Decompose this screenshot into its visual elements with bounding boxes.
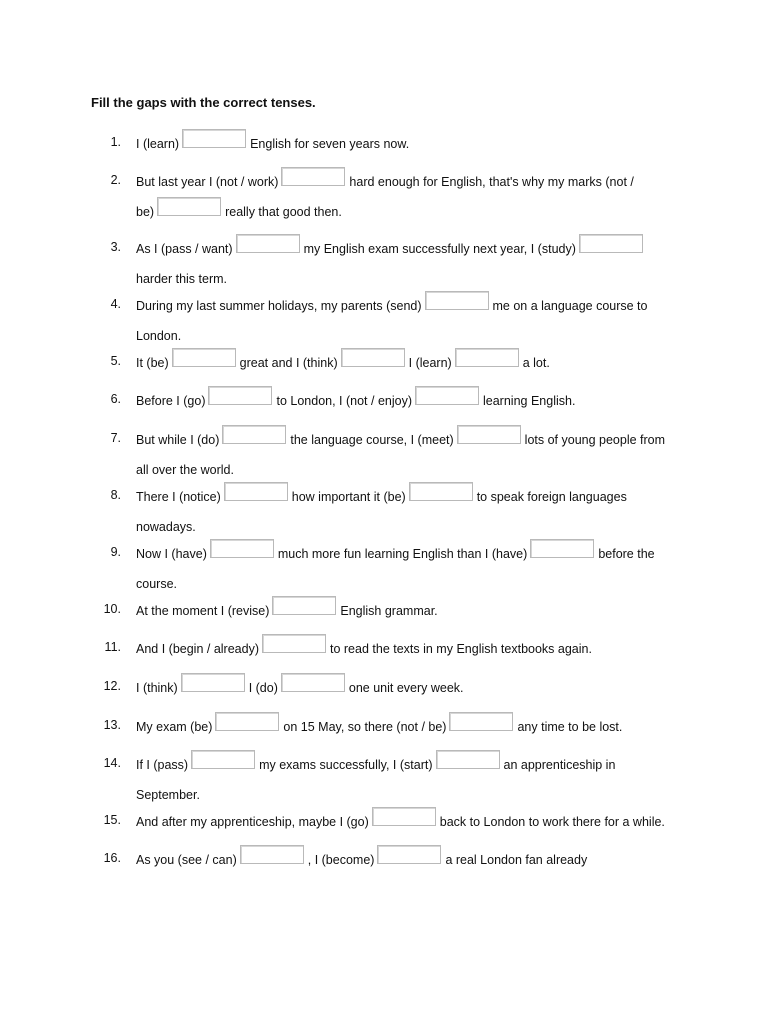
item-content	[136, 431, 696, 479]
item-text: be)	[136, 205, 155, 219]
item-text: all over the world.	[136, 463, 234, 477]
answer-gap-field[interactable]	[172, 348, 236, 367]
item-line	[136, 786, 696, 804]
item-text: hard enough for English, that's why my marks (not /	[349, 175, 634, 189]
item-number: 3.	[110, 240, 121, 254]
item-number: 15.	[103, 813, 121, 827]
answer-gap-field[interactable]	[457, 425, 521, 444]
item-content	[136, 679, 696, 697]
answer-gap-field[interactable]	[157, 197, 221, 216]
item-number: 14.	[103, 756, 121, 770]
item-text: learning English.	[483, 394, 576, 408]
item-number: 11.	[104, 640, 121, 654]
answer-gap-field[interactable]	[341, 348, 405, 367]
item-text: to read the texts in my English textbooks again.	[330, 642, 592, 656]
item-text: lots of young people from	[524, 433, 666, 447]
item-line	[136, 679, 696, 697]
item-line	[136, 602, 696, 620]
item-number: 2.	[110, 173, 121, 187]
item-content	[136, 718, 696, 736]
answer-gap-field[interactable]	[415, 386, 479, 405]
item-text: one unit every week.	[348, 681, 464, 695]
item-text: But last year I (not / work)	[136, 175, 279, 189]
answer-gap-field[interactable]	[377, 845, 441, 864]
item-text: There I (notice)	[136, 490, 221, 504]
item-line	[136, 203, 696, 221]
item-text: It (be)	[136, 356, 169, 370]
item-text: I (do)	[248, 681, 278, 695]
item-content	[136, 640, 696, 658]
answer-gap-field[interactable]	[262, 634, 326, 653]
item-number: 9.	[110, 545, 121, 559]
answer-gap-field[interactable]	[210, 539, 274, 558]
item-text: Before I (go)	[136, 394, 206, 408]
item-number: 1.	[110, 135, 121, 149]
item-text: As I (pass / want)	[136, 242, 233, 256]
item-line	[136, 488, 696, 506]
item-text: And I (begin / already)	[136, 642, 259, 656]
item-text: English for seven years now.	[250, 137, 410, 151]
item-text: me on a language course to	[492, 299, 648, 313]
item-text: As you (see / can)	[136, 853, 237, 867]
item-line	[136, 173, 696, 191]
answer-gap-field[interactable]	[215, 712, 279, 731]
answer-gap-field[interactable]	[208, 386, 272, 405]
item-content	[136, 813, 696, 831]
item-number: 8.	[110, 488, 121, 502]
answer-gap-field[interactable]	[191, 750, 255, 769]
item-text: I (think)	[136, 681, 178, 695]
item-text: Now I (have)	[136, 547, 207, 561]
item-text: great and I (think)	[239, 356, 338, 370]
answer-gap-field[interactable]	[240, 845, 304, 864]
item-text: London.	[136, 329, 182, 343]
item-line	[136, 575, 696, 593]
item-line	[136, 851, 696, 869]
item-text: At the moment I (revise)	[136, 604, 270, 618]
answer-gap-field[interactable]	[530, 539, 594, 558]
item-text: how important it (be)	[291, 490, 406, 504]
item-text: course.	[136, 577, 177, 591]
item-content	[136, 240, 696, 288]
item-content	[136, 602, 696, 620]
item-text: any time to be lost.	[517, 720, 623, 734]
answer-gap-field[interactable]	[409, 482, 473, 501]
item-line	[136, 240, 696, 258]
item-line	[136, 327, 696, 345]
item-text: on 15 May, so there (not / be)	[283, 720, 447, 734]
answer-gap-field[interactable]	[222, 425, 286, 444]
item-line	[136, 135, 696, 153]
item-text: to London, I (not / enjoy)	[276, 394, 412, 408]
item-text: really that good then.	[225, 205, 342, 219]
item-content	[136, 173, 696, 221]
item-content	[136, 851, 696, 869]
item-text: But while I (do)	[136, 433, 220, 447]
item-number: 5.	[110, 354, 121, 368]
item-content	[136, 297, 696, 345]
item-text: a lot.	[522, 356, 550, 370]
answer-gap-field[interactable]	[281, 167, 345, 186]
item-text: before the	[598, 547, 655, 561]
item-number: 16.	[103, 851, 121, 865]
item-text: the language course, I (meet)	[290, 433, 454, 447]
item-number: 10.	[103, 602, 121, 616]
item-text: I (learn)	[136, 137, 180, 151]
item-number: 7.	[110, 431, 121, 445]
answer-gap-field[interactable]	[455, 348, 519, 367]
item-text: an apprenticeship in	[503, 758, 616, 772]
item-line	[136, 718, 696, 736]
item-text: back to London to work there for a while.	[439, 815, 665, 829]
item-number: 4.	[110, 297, 121, 311]
item-text: much more fun learning English than I (have)	[277, 547, 528, 561]
item-content	[136, 488, 696, 536]
item-line	[136, 545, 696, 563]
item-text: I (learn)	[408, 356, 452, 370]
item-line	[136, 392, 696, 410]
item-text: a real London fan already	[445, 853, 588, 867]
item-line	[136, 518, 696, 536]
item-content	[136, 354, 696, 372]
item-content	[136, 545, 696, 593]
item-line	[136, 431, 696, 449]
item-number: 13.	[103, 718, 121, 732]
item-content	[136, 135, 696, 153]
item-line	[136, 354, 696, 372]
item-number: 6.	[110, 392, 121, 406]
answer-gap-field[interactable]	[281, 673, 345, 692]
answer-gap-field[interactable]	[449, 712, 513, 731]
answer-gap-field[interactable]	[579, 234, 643, 253]
item-text: harder this term.	[136, 272, 228, 286]
answer-gap-field[interactable]	[272, 596, 336, 615]
item-text: my English exam successfully next year, I (study)	[303, 242, 576, 256]
item-text: my exams successfully, I (start)	[259, 758, 433, 772]
item-text: My exam (be)	[136, 720, 213, 734]
worksheet-title: Fill the gaps with the correct tenses.	[91, 95, 316, 110]
answer-gap-field[interactable]	[372, 807, 436, 826]
item-line	[136, 461, 696, 479]
item-text: to speak foreign languages	[476, 490, 627, 504]
answer-gap-field[interactable]	[224, 482, 288, 501]
answer-gap-field[interactable]	[182, 129, 246, 148]
answer-gap-field[interactable]	[436, 750, 500, 769]
answer-gap-field[interactable]	[425, 291, 489, 310]
item-number: 12.	[103, 679, 121, 693]
item-line	[136, 297, 696, 315]
item-text: If I (pass)	[136, 758, 189, 772]
item-text: , I (become)	[307, 853, 375, 867]
item-line	[136, 756, 696, 774]
item-text: September.	[136, 788, 200, 802]
item-text: And after my apprenticeship, maybe I (go)	[136, 815, 369, 829]
answer-gap-field[interactable]	[181, 673, 245, 692]
item-content	[136, 392, 696, 410]
item-text: nowadays.	[136, 520, 196, 534]
answer-gap-field[interactable]	[236, 234, 300, 253]
item-line	[136, 640, 696, 658]
item-text: During my last summer holidays, my parents (send)	[136, 299, 422, 313]
item-line	[136, 813, 696, 831]
item-text: English grammar.	[340, 604, 438, 618]
item-line	[136, 270, 696, 288]
item-content	[136, 756, 696, 804]
